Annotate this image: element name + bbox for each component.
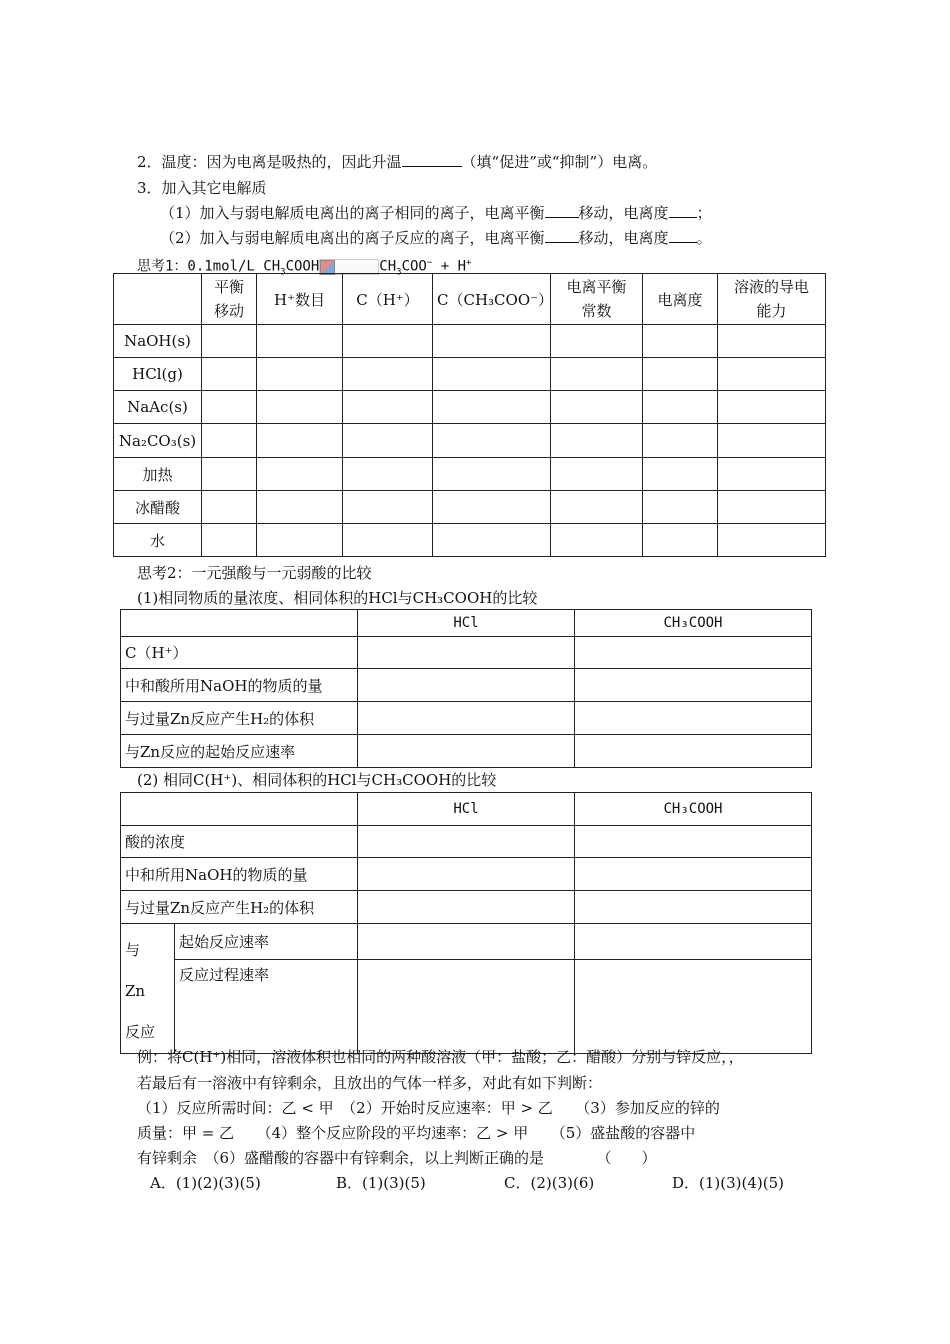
row-label: 与Zn反应的起始反应速率 [121, 735, 358, 768]
same-ion-text: （1）加入与弱电解质电离出的离子相同的离子，电离平衡 [160, 204, 545, 222]
row-label: C（H⁺） [121, 637, 358, 669]
cell[interactable] [343, 458, 433, 491]
cell[interactable] [433, 458, 551, 491]
reacting-ion-text: （2）加入与弱电解质电离出的离子反应的离子，电离平衡 [160, 229, 545, 247]
cell[interactable] [575, 637, 812, 669]
option-c[interactable]: C．(2)(3)(6) [504, 1174, 595, 1192]
answer-blank[interactable] [402, 152, 462, 167]
think1-text: 思考1：0.1mol/L CH [137, 258, 281, 275]
row-label: 加热 [114, 458, 202, 491]
cell[interactable] [358, 826, 575, 858]
cell[interactable] [433, 358, 551, 391]
example-line-4: 质量：甲 = 乙 （4）整个反应阶段的平均速率：乙 > 甲 （5）盛盐酸的容器中 [137, 1124, 696, 1142]
row-label: NaOH(s) [114, 325, 202, 358]
row-label: 水 [114, 524, 202, 557]
option-b[interactable]: B．(1)(3)(5) [336, 1174, 426, 1192]
punct: ； [696, 204, 712, 222]
cell[interactable] [551, 458, 643, 491]
cell[interactable] [202, 325, 257, 358]
example-line-3: （1）反应所需时间：乙 < 甲 （2）开始时反应速率：甲 > 乙 （3）参加反应的锌的 [137, 1099, 720, 1117]
row-label: 反应过程速率 [175, 960, 358, 1054]
cell[interactable] [343, 491, 433, 524]
answer-blank[interactable] [669, 228, 697, 243]
row-label: 酸的浓度 [121, 826, 358, 858]
think1-text: COO [401, 258, 427, 275]
cell[interactable] [551, 424, 643, 458]
cell[interactable] [718, 424, 826, 458]
equilibrium-table [113, 273, 826, 557]
cell[interactable] [551, 524, 643, 557]
cell[interactable] [202, 424, 257, 458]
row-label: 中和所用NaOH的物质的量 [121, 858, 358, 891]
example-line-5: 有锌剩余 （6）盛醋酸的容器中有锌剩余，以上判断正确的是 （ ） [137, 1149, 657, 1167]
cell[interactable] [551, 325, 643, 358]
cell[interactable] [257, 458, 343, 491]
group-label-part: 与 [125, 941, 141, 959]
cell[interactable] [718, 524, 826, 557]
temperature-hint: （填“促进”或“抑制”）电离。 [461, 153, 658, 171]
cell[interactable] [643, 424, 718, 458]
cell[interactable] [718, 458, 826, 491]
answer-blank[interactable] [545, 228, 579, 243]
same-ion-line [160, 203, 712, 223]
row-label: NaAc(s) [114, 391, 202, 424]
cell[interactable] [718, 391, 826, 424]
cell[interactable] [575, 735, 812, 768]
cell[interactable] [343, 424, 433, 458]
header-c-acetate: C（CH₃COO⁻） [433, 274, 551, 325]
cell[interactable] [343, 391, 433, 424]
cell[interactable] [433, 524, 551, 557]
cell[interactable] [433, 391, 551, 424]
header-shift: 平衡 移动 [202, 274, 257, 325]
corner-cell [114, 274, 202, 325]
cell[interactable] [257, 391, 343, 424]
row-label: 与过量Zn反应产生H₂的体积 [121, 891, 358, 924]
cell[interactable] [343, 524, 433, 557]
header-hcl: HCl [358, 793, 575, 826]
example-line-1: 例：将C(H⁺)相同，溶液体积也相同的两种酸溶液（甲：盐酸；乙：醋酸）分别与锌反应，， [137, 1048, 744, 1066]
zn-reaction-group-label [121, 924, 175, 1054]
row-label: 中和酸所用NaOH的物质的量 [121, 669, 358, 702]
cell[interactable] [358, 637, 575, 669]
think2-title: 思考2：一元强酸与一元弱酸的比较 [137, 564, 372, 582]
example-line-2: 若最后有一溶液中有锌剩余，且放出的气体一样多，对此有如下判断： [137, 1074, 603, 1092]
cell[interactable] [358, 702, 575, 735]
header-constant: 电离平衡 常数 [551, 274, 643, 325]
corner-cell [121, 793, 358, 826]
cell[interactable] [643, 458, 718, 491]
cell[interactable] [643, 325, 718, 358]
option-a[interactable]: A．(1)(2)(3)(5) [150, 1174, 261, 1192]
think1-text: COOH [285, 258, 320, 275]
header-hcl: HCl [358, 610, 575, 637]
cell[interactable] [433, 325, 551, 358]
cell[interactable] [358, 669, 575, 702]
cell[interactable] [643, 391, 718, 424]
cell[interactable] [433, 491, 551, 524]
cell[interactable] [551, 391, 643, 424]
group-label-part: 反应 [125, 1023, 156, 1041]
answer-blank[interactable] [669, 203, 697, 218]
cell[interactable] [643, 491, 718, 524]
cell[interactable] [343, 325, 433, 358]
header-degree: 电离度 [643, 274, 718, 325]
cell[interactable] [575, 924, 812, 960]
other-electrolyte-heading: 3．加入其它电解质 [137, 179, 267, 197]
think2-sub2: (2) 相同C(H⁺)、相同体积的HCl与CH₃COOH的比较 [137, 771, 497, 789]
cell[interactable] [202, 358, 257, 391]
cell[interactable] [718, 491, 826, 524]
option-d[interactable]: D．(1)(3)(4)(5) [672, 1174, 785, 1192]
cell[interactable] [343, 358, 433, 391]
cell[interactable] [575, 669, 812, 702]
cell[interactable] [358, 858, 575, 891]
cell[interactable] [202, 391, 257, 424]
header-c-h: C（H⁺） [343, 274, 433, 325]
cell[interactable] [257, 424, 343, 458]
think1-text: CH [379, 258, 397, 275]
cell[interactable] [551, 358, 643, 391]
cell[interactable] [575, 891, 812, 924]
think1-equation: 思考1：0.1mol/L $CH_3COOH$ $CH_3COO^- + H^+$ [137, 258, 472, 278]
comparison-table-2 [120, 792, 812, 1054]
group-label-part: Zn [125, 982, 146, 1000]
header-acetic: CH₃COOH [575, 793, 812, 826]
reacting-ion-text-2: 移动，电离度 [578, 229, 669, 247]
row-label: HCl(g) [114, 358, 202, 391]
corner-cell [121, 610, 358, 637]
punct: 。 [696, 229, 712, 247]
cell[interactable] [257, 325, 343, 358]
think2-sub1: (1)相同物质的量浓度、相同体积的HCl与CH₃COOH的比较 [137, 589, 538, 607]
header-h-count: H⁺数目 [257, 274, 343, 325]
answer-blank[interactable] [545, 203, 579, 218]
row-label: 与过量Zn反应产生H₂的体积 [121, 702, 358, 735]
cell[interactable] [202, 491, 257, 524]
cell[interactable] [358, 924, 575, 960]
row-label: Na₂CO₃(s) [114, 424, 202, 458]
cell[interactable] [643, 524, 718, 557]
cell[interactable] [433, 424, 551, 458]
header-acetic: CH₃COOH [575, 610, 812, 637]
header-conductivity: 溶液的导电 能力 [718, 274, 826, 325]
cell[interactable] [718, 325, 826, 358]
cell[interactable] [202, 524, 257, 557]
row-label: 冰醋酸 [114, 491, 202, 524]
cell[interactable] [358, 735, 575, 768]
cell[interactable] [358, 960, 575, 1054]
row-label: 起始反应速率 [175, 924, 358, 960]
cell[interactable] [257, 524, 343, 557]
cell[interactable] [358, 891, 575, 924]
cell[interactable] [257, 358, 343, 391]
cell[interactable] [257, 491, 343, 524]
cell[interactable] [575, 826, 812, 858]
temperature-text: 2．温度：因为电离是吸热的，因此升温 [137, 153, 402, 171]
cell[interactable] [202, 458, 257, 491]
cell[interactable] [575, 960, 812, 1054]
cell[interactable] [575, 858, 812, 891]
cell[interactable] [551, 491, 643, 524]
cell[interactable] [643, 358, 718, 391]
think1-text: + H [432, 258, 467, 275]
reacting-ion-line [160, 228, 712, 248]
cell[interactable] [575, 702, 812, 735]
cell[interactable] [718, 358, 826, 391]
same-ion-text-2: 移动，电离度 [578, 204, 669, 222]
temperature-line [137, 152, 657, 172]
comparison-table-1 [120, 609, 812, 768]
